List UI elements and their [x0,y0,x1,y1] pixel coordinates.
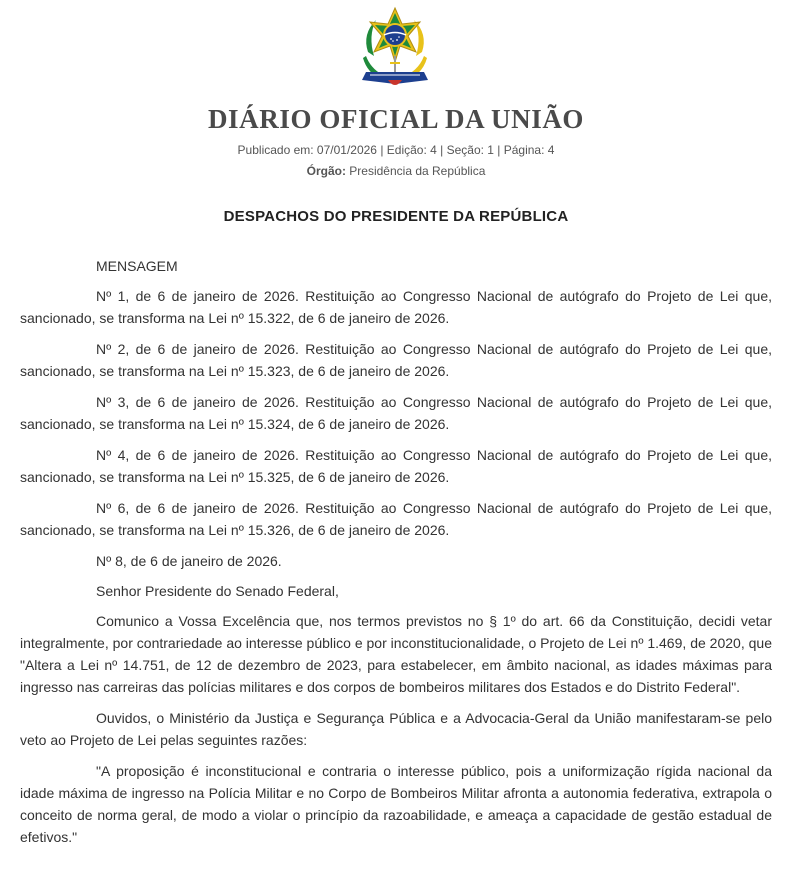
paragraph: "A proposição é inconstitucional e contraria o interesse público, pois a uniformização rígida nacional da idade máxima de ingresso na Polícia Militar e no Corpo de Bombeiros Militar afronta a autonomia federativa, extrapola o conceito de norma geral, de modo a violar o princípio da razoabilidade, e ameaça a capacidade de gestão estadual de efetivos." [20,763,772,845]
paragraph: Comunico a Vossa Excelência que, nos termos previstos no § 1º do art. 66 da Constituição, decidi vetar integralmente, por contrariedade ao interesse público e por inconstitucionalidade, o Projeto de Lei nº 1.469, de 2020, que "Altera a Lei nº 14.751, de 12 de dezembro de 2023, para estabelecer, em âmbito nacional, as idades máximas para ingresso nas carreiras das polícias militares e dos corpos de bombeiros militares dos Estados e do Distrito Federal". [20,613,772,695]
paragraph: Nº 8, de 6 de janeiro de 2026. [96,553,282,569]
organ-line [0,164,792,178]
paragraph: Nº 6, de 6 de janeiro de 2026. Restituição ao Congresso Nacional de autógrafo do Projeto de Lei que, sancionado, se transforma na Lei nº 15.326, de 6 de janeiro de 2026. [20,500,772,538]
organ-label: Órgão: [306,164,346,178]
page-title: DIÁRIO OFICIAL DA UNIÃO [207,104,585,134]
paragraph: Ouvidos, o Ministério da Justiça e Segurança Pública e a Advocacia-Geral da União manifestaram-se pelo veto ao Projeto de Lei pelas seguintes razões: [20,710,772,748]
document-body [20,255,772,856]
paragraph: Nº 3, de 6 de janeiro de 2026. Restituição ao Congresso Nacional de autógrafo do Projeto de Lei que, sancionado, se transforma na Lei nº 15.324, de 6 de janeiro de 2026. [20,394,772,432]
paragraph: Nº 1, de 6 de janeiro de 2026. Restituição ao Congresso Nacional de autógrafo do Projeto de Lei que, sancionado, se transforma na Lei nº 15.322, de 6 de janeiro de 2026. [20,288,772,326]
document-heading: DESPACHOS DO PRESIDENTE DA REPÚBLICA [223,208,569,225]
paragraph: Senhor Presidente do Senado Federal, [96,583,339,599]
publication-info: Publicado em: 07/01/2026 | Edição: 4 | Seção: 1 | Página: 4 [237,143,555,157]
paragraph: Nº 2, de 6 de janeiro de 2026. Restituição ao Congresso Nacional de autógrafo do Projeto de Lei que, sancionado, se transforma na Lei nº 15.323, de 6 de janeiro de 2026. [20,341,772,379]
coat-of-arms-emblem [354,6,436,90]
paragraph-mensagem: MENSAGEM [96,258,178,274]
organ-value: Presidência da República [349,164,486,178]
paragraph: Nº 4, de 6 de janeiro de 2026. Restituição ao Congresso Nacional de autógrafo do Projeto de Lei que, sancionado, se transforma na Lei nº 15.325, de 6 de janeiro de 2026. [20,447,772,485]
